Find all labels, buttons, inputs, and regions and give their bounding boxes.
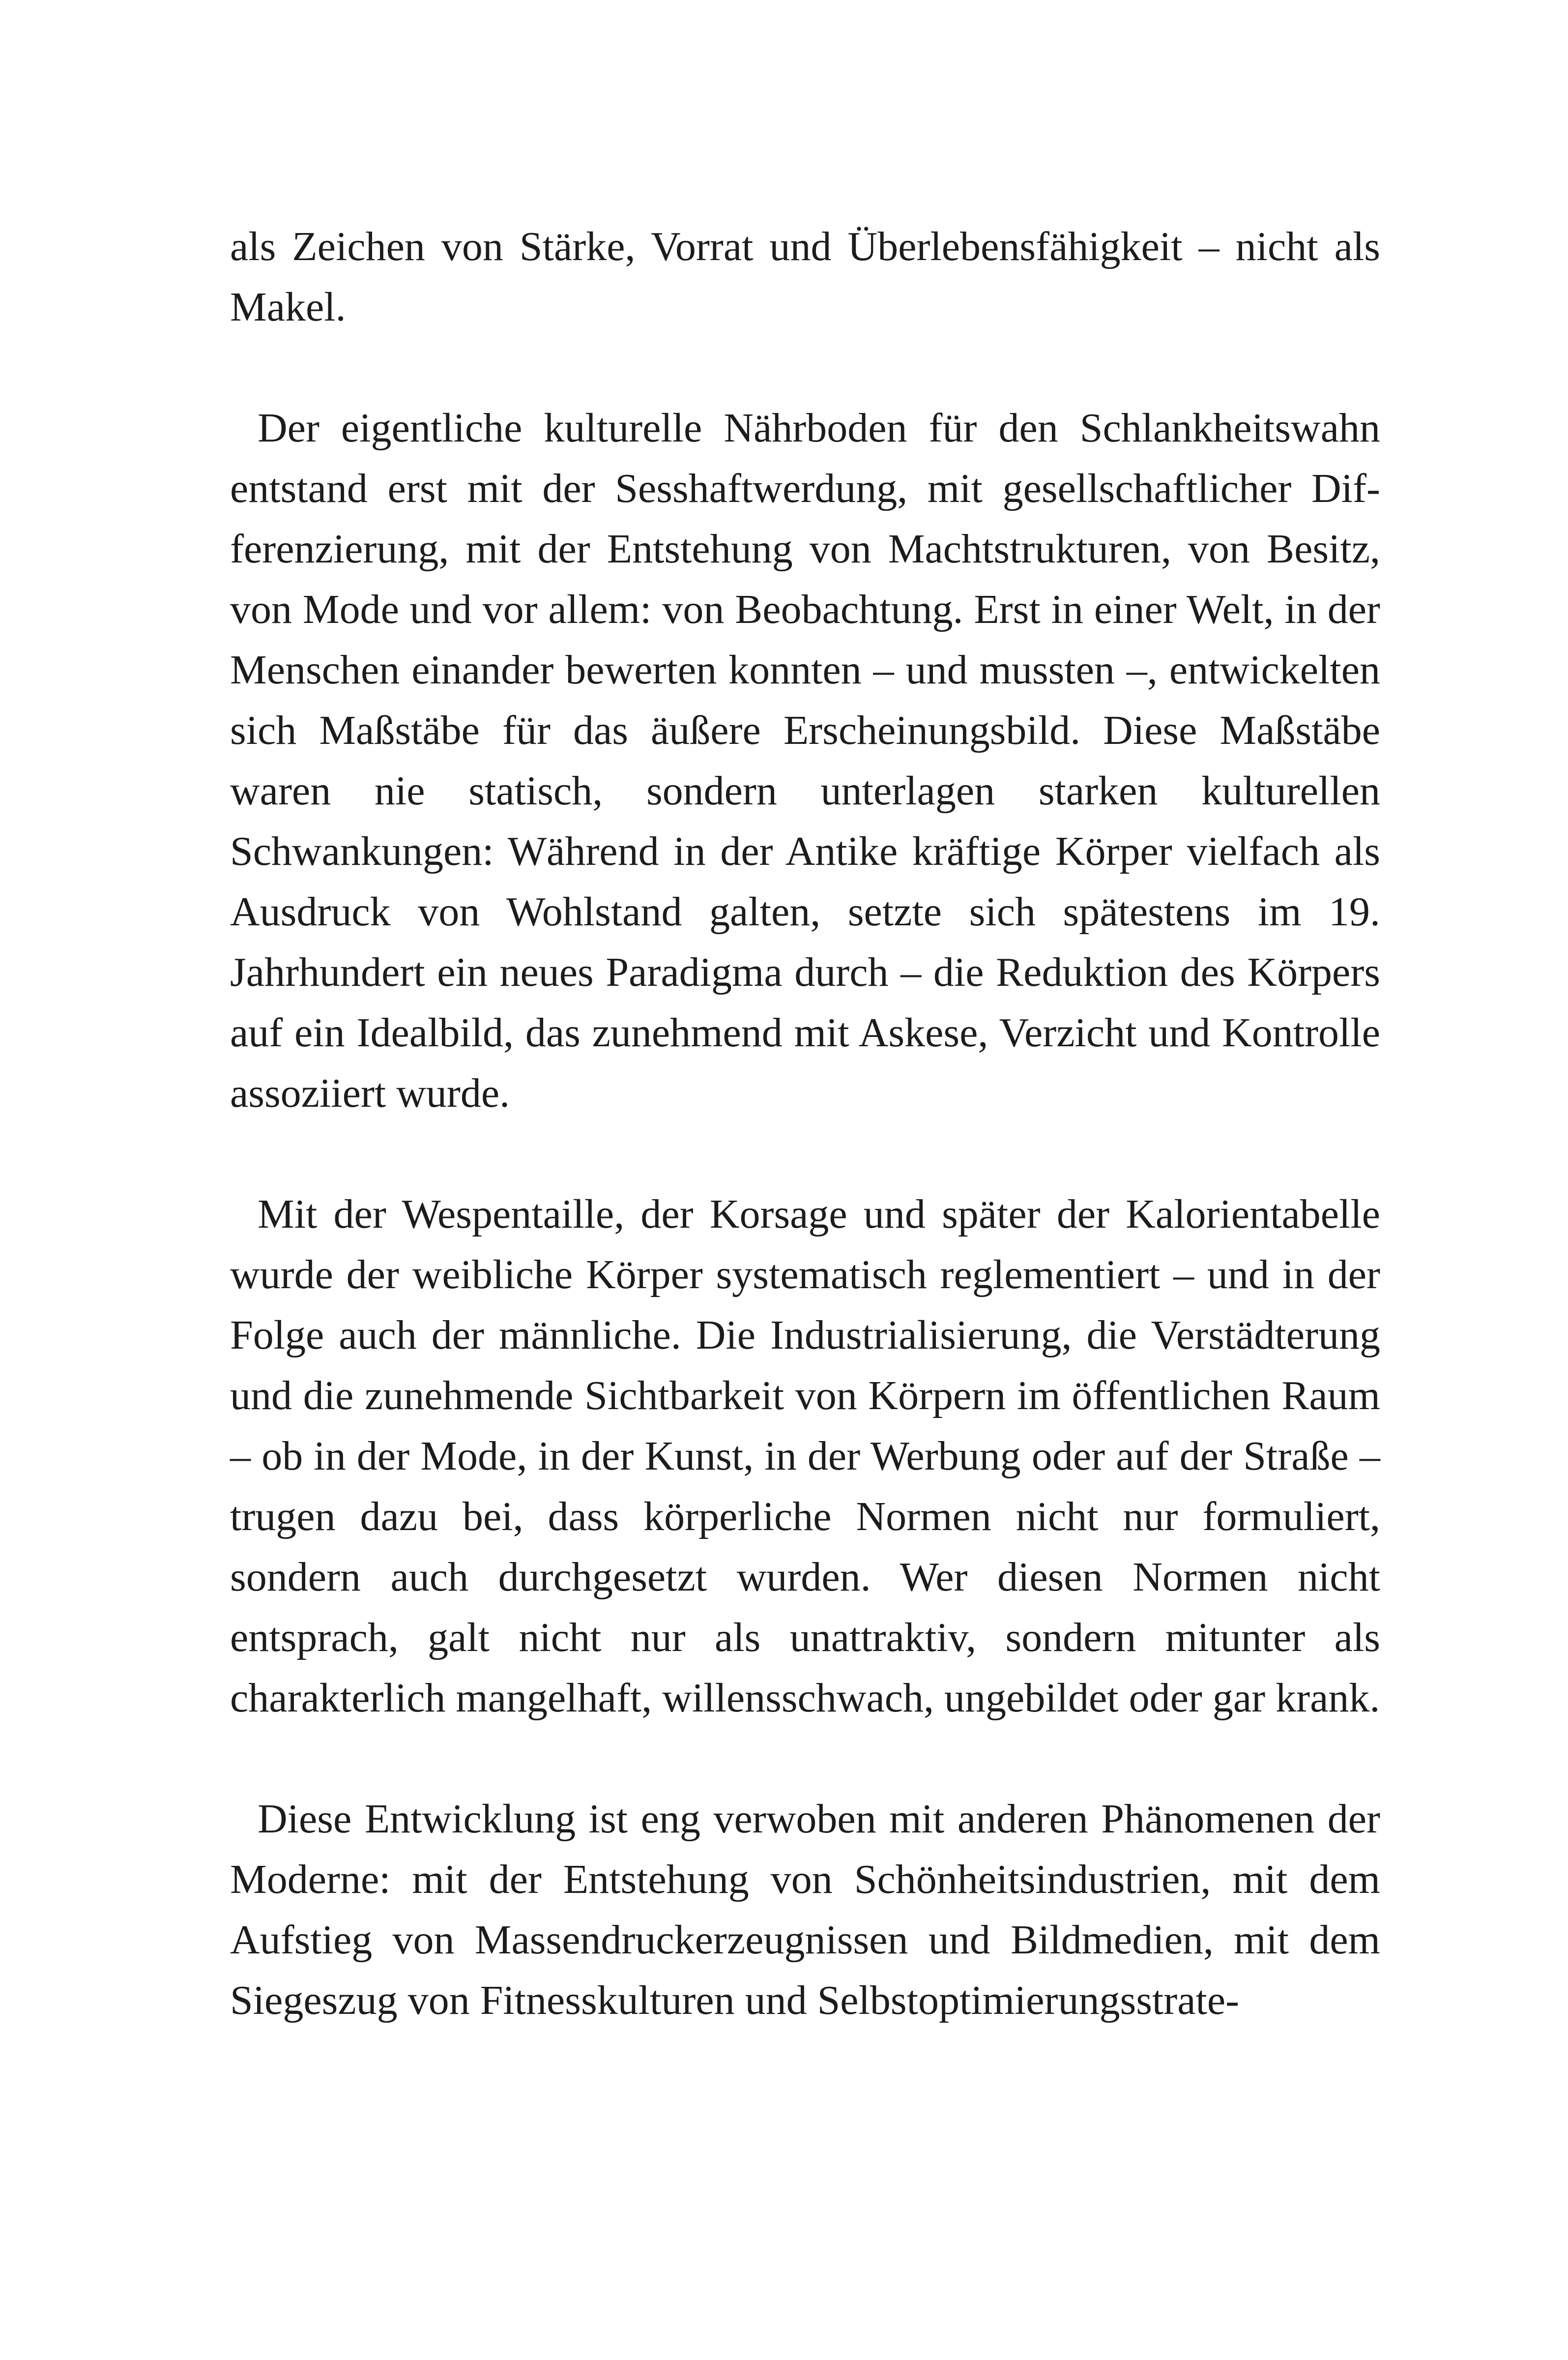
body-text [230,216,1380,2031]
paragraph: Der eigentliche kulturelle Nährboden für den Schlankheitswahn entstand erst mit der Sesshaftwerdung, mit gesellschaftlicher Differenzierung, mit der Entstehung von Machtstrukturen, von Besitz, von Mode und vor allem: von Beobachtung. Erst in einer Welt, in der Menschen einander bewerten konnten – und mussten –, entwickelten sich Maßstäbe für das äußere Erscheinungsbild. Diese Maßstäbe waren nie statisch, sondern unterlagen starken kulturellen Schwankungen: Während in der Antike kräftige Körper vielfach als Ausdruck von Wohlstand galten, setzte sich spätestens im 19. Jahrhundert ein neues Paradigma durch – die Reduktion des Körpers auf ein Idealbild, das zunehmend mit Askese, Verzicht und Kontrolle assoziiert wurde. [230,405,1380,1116]
paragraph: Mit der Wespentaille, der Korsage und später der Kalorientabelle wurde der weibliche Körper systematisch reglementiert – und in der Folge auch der männliche. Die Industrialisierung, die Verstädterung und die zunehmende Sichtbarkeit von Körpern im öffentlichen Raum – ob in der Mode, in der Kunst, in der Werbung oder auf der Straße – trugen dazu bei, dass körperliche Normen nicht nur formuliert, sondern auch durchgesetzt wurden. Wer diesen Normen nicht entsprach, galt nicht nur als unattraktiv, sondern mitunter als charakterlich mangelhaft, willensschwach, ungebildet oder gar krank. [230,1191,1380,1721]
paragraph: Diese Entwicklung ist eng verwoben mit anderen Phänomenen der Moderne: mit der Entstehung von Schönheitsindustrien, mit dem Aufstieg von Massendruckerzeugnissen und Bildmedien, mit dem Siegeszug von Fitnesskulturen und Selbstoptimierungsstrate- [230,1796,1380,2023]
paragraph-continuation: als Zeichen von Stärke, Vorrat und Überlebensfähigkeit – nicht als Makel. [230,224,1380,330]
